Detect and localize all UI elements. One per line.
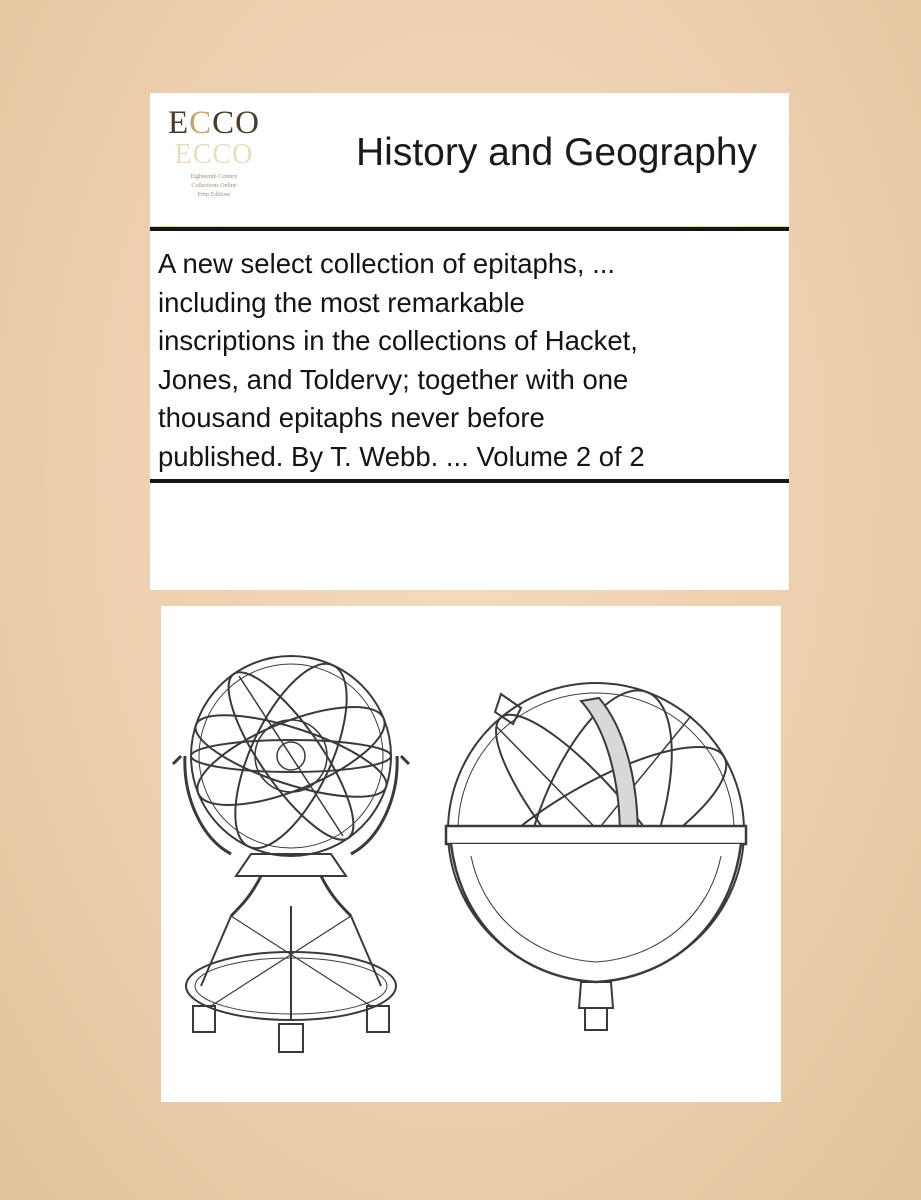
logo-caption <box>164 173 264 200</box>
series-title: History and Geography <box>356 131 758 174</box>
logo-line: Collections Online <box>191 183 237 189</box>
book-title-line: published. By T. Webb. ... Volume 2 of 2 <box>158 440 645 472</box>
book-title-line: A new select collection of epitaphs, ... <box>158 248 616 279</box>
armillary-spheres-engraving <box>161 606 781 1102</box>
armillary-sphere-hemisphere-illustration <box>445 671 747 1030</box>
armillary-sphere-stand-illustration <box>173 648 409 1052</box>
book-title-line: thousand epitaphs never before <box>158 402 545 433</box>
book-title-line: including the most remarkable <box>158 286 525 318</box>
logo-ghost-mark: ECCO <box>174 139 254 170</box>
blank-panel <box>150 483 789 590</box>
title-panel <box>150 231 789 479</box>
logo-line: Eighteenth Century <box>190 174 238 180</box>
book-title <box>158 245 788 476</box>
logo-line: Print Editions <box>197 192 231 198</box>
publisher-logo <box>164 105 264 215</box>
header-panel <box>150 93 789 226</box>
logo-mark: ECCO <box>167 105 261 141</box>
book-title-line: Jones, and Toldervy; together with one <box>158 363 629 395</box>
book-title-line: inscriptions in the collections of Hacket, <box>158 325 638 356</box>
illustration-panel <box>161 606 781 1102</box>
